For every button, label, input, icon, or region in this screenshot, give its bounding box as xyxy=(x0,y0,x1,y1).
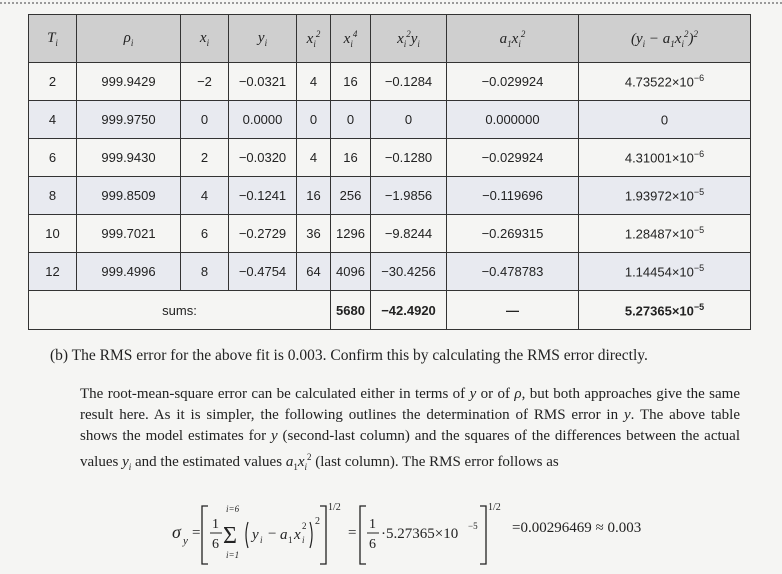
cell-y: 0.0000 xyxy=(229,101,297,139)
sums-row xyxy=(29,291,751,330)
table-row xyxy=(29,63,751,101)
sum-value-exponent: −5 xyxy=(468,521,478,531)
cell-T: 8 xyxy=(29,177,77,215)
cell-x4: 16 xyxy=(331,63,371,101)
sum-a1x2: — xyxy=(447,291,579,330)
cell-a1x2: −0.029924 xyxy=(447,139,579,177)
cell-a1x2: −0.029924 xyxy=(447,63,579,101)
header-T: $T_i$ xyxy=(29,15,77,63)
cell-T: 4 xyxy=(29,101,77,139)
cell-rho: 999.9429 xyxy=(77,63,181,101)
question-b: (b) The RMS error for the above fit is 0.003. Confirm this by calculating the RMS error directly. xyxy=(50,347,648,364)
cell-x2y: −9.8244 xyxy=(371,215,447,253)
sum-upper-limit: i=6 xyxy=(226,504,240,514)
cell-x: 8 xyxy=(181,253,229,291)
cell-rho: 999.9750 xyxy=(77,101,181,139)
cell-rho: 999.9430 xyxy=(77,139,181,177)
equals-2: = xyxy=(348,525,357,541)
cell-rho: 999.7021 xyxy=(77,215,181,253)
header-squared-residual: $(y_i - a_1x_i^2)^2$ xyxy=(579,15,751,63)
data-table xyxy=(28,14,751,330)
table-header-row xyxy=(29,15,751,63)
term-a: a xyxy=(280,527,288,543)
sums-label: sums: xyxy=(29,291,331,330)
sigma-subscript: y xyxy=(183,535,188,547)
cell-x2y: −1.9856 xyxy=(371,177,447,215)
cell-x2y: −30.4256 xyxy=(371,253,447,291)
right-bracket-1 xyxy=(320,506,326,564)
cell-rho: 999.4996 xyxy=(77,253,181,291)
cell-T: 12 xyxy=(29,253,77,291)
fraction-six: 6 xyxy=(212,537,219,552)
sum-squared-residual: $5.27365\times 10^{-5}$ xyxy=(579,291,751,330)
cell-x4: 16 xyxy=(331,139,371,177)
cell-squared-residual: $4.73522\times 10^{-6}$ xyxy=(579,63,751,101)
term-y-sub: i xyxy=(260,535,263,545)
cell-x4: 1296 xyxy=(331,215,371,253)
left-paren xyxy=(246,522,248,548)
cell-y: −0.0320 xyxy=(229,139,297,177)
sum-x2y: −42.4920 xyxy=(371,291,447,330)
table-row xyxy=(29,139,751,177)
answer-paragraph: The root-mean-square error can be calculated either in terms of y or of ρ, but both approaches give the same result here. As it is simpler, the following outlines the determination of RMS error in y. The above table shows the model estimates for y (second-last column) and the squares of the differences between the actual values $y_i$ and the estimated values $a_1x_i^2$ (last column). The RMS error follows as xyxy=(80,386,741,472)
formula-result: =0.00296469 ≈ 0.003 xyxy=(512,520,642,536)
cell-x2: 4 xyxy=(297,139,331,177)
header-rho: $\rho_i$ xyxy=(77,15,181,63)
table-row xyxy=(29,177,751,215)
header-x2y: $x_i^2y_i$ xyxy=(371,15,447,63)
cell-squared-residual: $1.14454\times 10^{-5}$ xyxy=(579,253,751,291)
cell-x4: 0 xyxy=(331,101,371,139)
cell-a1x2: −0.478783 xyxy=(447,253,579,291)
cell-y: −0.1241 xyxy=(229,177,297,215)
term-minus: − xyxy=(268,526,277,542)
sum-value: ·5.27365×10 xyxy=(381,526,459,542)
cell-T: 6 xyxy=(29,139,77,177)
square-exponent: 2 xyxy=(315,516,320,527)
cell-x4: 4096 xyxy=(331,253,371,291)
cell-x2: 16 xyxy=(297,177,331,215)
cell-x2: 36 xyxy=(297,215,331,253)
left-bracket-2 xyxy=(360,506,366,564)
cell-x: 2 xyxy=(181,139,229,177)
cell-x: 4 xyxy=(181,177,229,215)
cell-squared-residual: $1.93972\times 10^{-5}$ xyxy=(579,177,751,215)
header-y: $y_i$ xyxy=(229,15,297,63)
cell-squared-residual: $1.28487\times 10^{-5}$ xyxy=(579,215,751,253)
term-a-sub: 1 xyxy=(288,535,293,545)
cell-x: −2 xyxy=(181,63,229,101)
cell-T: 2 xyxy=(29,63,77,101)
header-x2: $x_i^2$ xyxy=(297,15,331,63)
equals-1: = xyxy=(192,525,201,541)
right-bracket-2 xyxy=(480,506,486,564)
fraction-one-2: 1 xyxy=(369,517,376,532)
table-row xyxy=(29,253,751,291)
cell-x2: 64 xyxy=(297,253,331,291)
fraction-six-2: 6 xyxy=(369,537,376,552)
left-bracket-1 xyxy=(202,506,208,564)
cell-rho: 999.8509 xyxy=(77,177,181,215)
term-x-sub: i xyxy=(302,535,305,545)
cell-x2y: 0 xyxy=(371,101,447,139)
header-a1x2: $a_1x_i^2$ xyxy=(447,15,579,63)
sigma-symbol: σ xyxy=(172,522,181,542)
cell-squared-residual: 0 xyxy=(579,101,751,139)
table-row xyxy=(29,215,751,253)
cell-T: 10 xyxy=(29,215,77,253)
cell-squared-residual: $4.31001\times 10^{-6}$ xyxy=(579,139,751,177)
cell-a1x2: −0.119696 xyxy=(447,177,579,215)
sum-lower-limit: i=1 xyxy=(226,550,240,560)
term-x-sup: 2 xyxy=(302,521,307,531)
cell-y: −0.4754 xyxy=(229,253,297,291)
term-x: x xyxy=(294,527,301,543)
table-row xyxy=(29,101,751,139)
cell-x2y: −0.1280 xyxy=(371,139,447,177)
cell-x: 6 xyxy=(181,215,229,253)
cell-y: −0.0321 xyxy=(229,63,297,101)
fraction-one: 1 xyxy=(212,517,219,532)
header-x4: $x_i^4$ xyxy=(331,15,371,63)
rms-formula xyxy=(168,498,688,572)
cell-x2: 0 xyxy=(297,101,331,139)
cell-x: 0 xyxy=(181,101,229,139)
cell-x4: 256 xyxy=(331,177,371,215)
cell-x2: 4 xyxy=(297,63,331,101)
cell-a1x2: −0.269315 xyxy=(447,215,579,253)
top-dotted-rule xyxy=(0,2,782,4)
half-exponent-2: 1/2 xyxy=(488,502,501,513)
right-paren xyxy=(310,522,312,548)
cell-a1x2: 0.000000 xyxy=(447,101,579,139)
cell-x2y: −0.1284 xyxy=(371,63,447,101)
cell-y: −0.2729 xyxy=(229,215,297,253)
half-exponent-1: 1/2 xyxy=(328,502,341,513)
sum-x4: 5680 xyxy=(331,291,371,330)
summation-sign: Σ xyxy=(223,523,237,549)
term-y: y xyxy=(252,527,259,543)
header-x: $x_i$ xyxy=(181,15,229,63)
